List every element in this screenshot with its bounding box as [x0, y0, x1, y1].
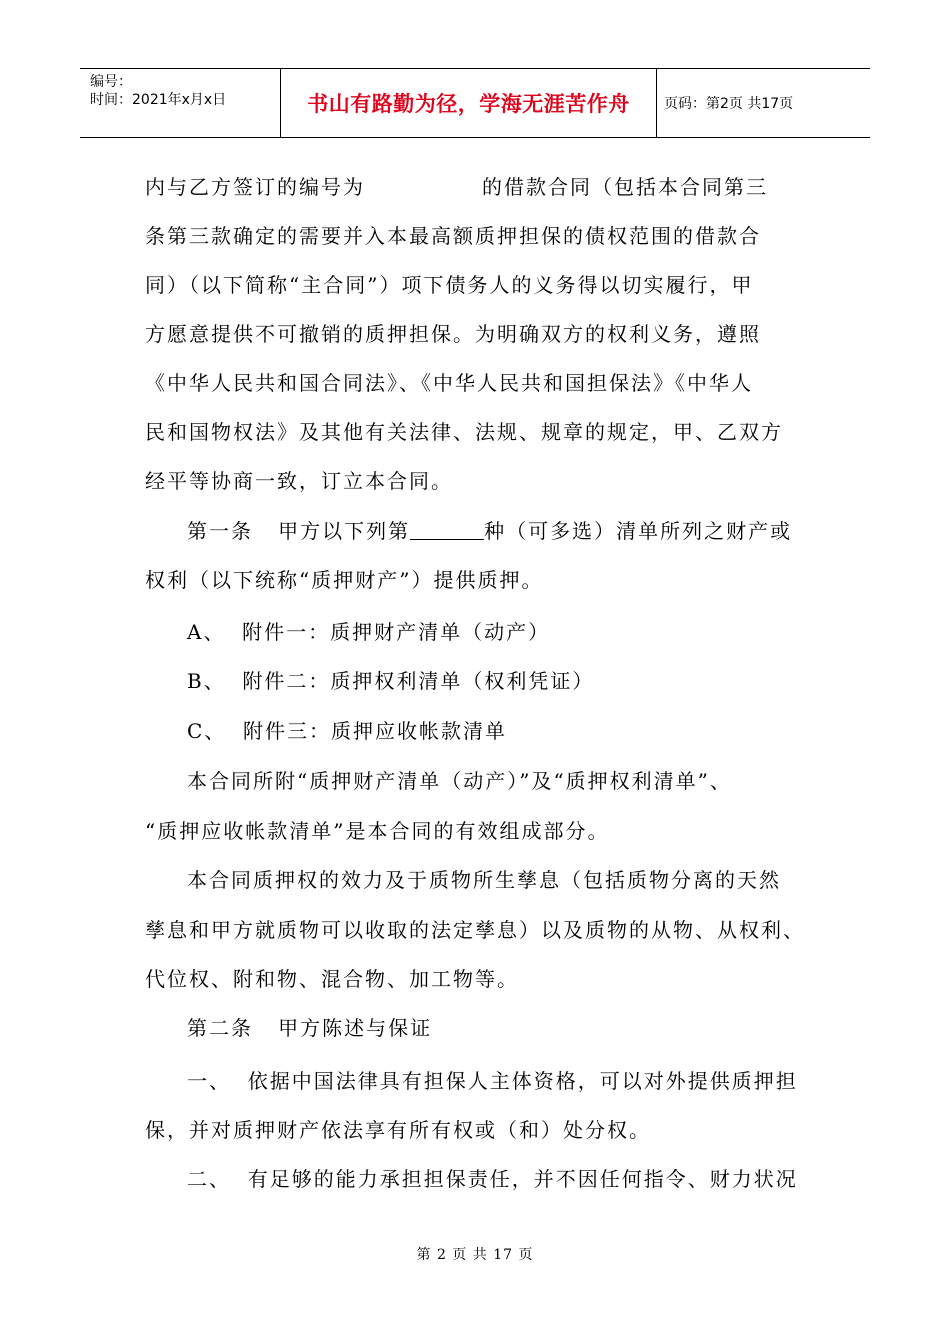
text-line: 方愿意提供不可撤销的质押担保。为明确双方的权利义务，遵照	[145, 322, 761, 346]
text-line: 权利（以下统称“质押财产”）提供质押。	[145, 568, 544, 592]
text-line: “质押应收帐款清单”是本合同的有效组成部分。	[145, 819, 610, 843]
attachment-item: C、 附件三：质押应收帐款清单	[187, 719, 508, 743]
text-line: 孳息和甲方就质物可以收取的法定孳息）以及质物的从物、从权利、	[145, 918, 805, 942]
fill-in-blank	[410, 519, 484, 540]
text-line: 内与乙方签订的编号为 的借款合同（包括本合同第三	[145, 175, 769, 199]
time-label: 时间：2021年x月x日	[90, 92, 227, 108]
text-line: 条第三款确定的需要并入本最高额质押担保的债权范围的借款合	[145, 224, 761, 248]
text-line: 同）（以下简称“主合同”）项下债务人的义务得以切实履行，甲	[145, 273, 754, 297]
text-line: 二、 有足够的能力承担担保责任，并不因任何指令、财力状况	[187, 1167, 798, 1191]
page-header	[80, 68, 870, 138]
text-line: 本合同质押权的效力及于质物所生孳息（包括质物分离的天然	[187, 868, 781, 892]
header-motto: 书山有路勤为径，学海无涯苦作舟	[281, 69, 657, 137]
article-one-text-cont: 种（可多选）清单所列之财产或	[484, 519, 793, 543]
text-line: 《中华人民共和国合同法》、《中华人民共和国担保法》《中华人	[145, 371, 753, 395]
text-line: 代位权、附和物、混合物、加工物等。	[145, 967, 519, 991]
text-line: 一、 依据中国法律具有担保人主体资格，可以对外提供质押担	[187, 1069, 798, 1093]
text-line: 经平等协商一致，订立本合同。	[145, 469, 453, 493]
attachment-item: B、 附件二：质押权利清单（权利凭证）	[187, 669, 595, 693]
article-two-heading: 第二条 甲方陈述与保证	[187, 1016, 433, 1040]
number-label: 编号：	[90, 74, 132, 90]
article-one-line	[187, 518, 792, 544]
text-line: 本合同所附“质押财产清单（动产）”及“质押权利清单”、	[187, 769, 732, 793]
header-page-info: 页码：第2页 共17页	[664, 96, 794, 112]
text-line: 民和国物权法》及其他有关法律、法规、规章的规定，甲、乙双方	[145, 420, 783, 444]
text-line: 保，并对质押财产依法享有所有权或（和）处分权。	[145, 1118, 651, 1142]
attachment-item: A、 附件一：质押财产清单（动产）	[187, 620, 551, 644]
header-meta	[80, 69, 281, 137]
article-one-text: 第一条 甲方以下列第	[187, 519, 411, 543]
page-footer: 第 2 页 共 17 页	[416, 1247, 534, 1263]
